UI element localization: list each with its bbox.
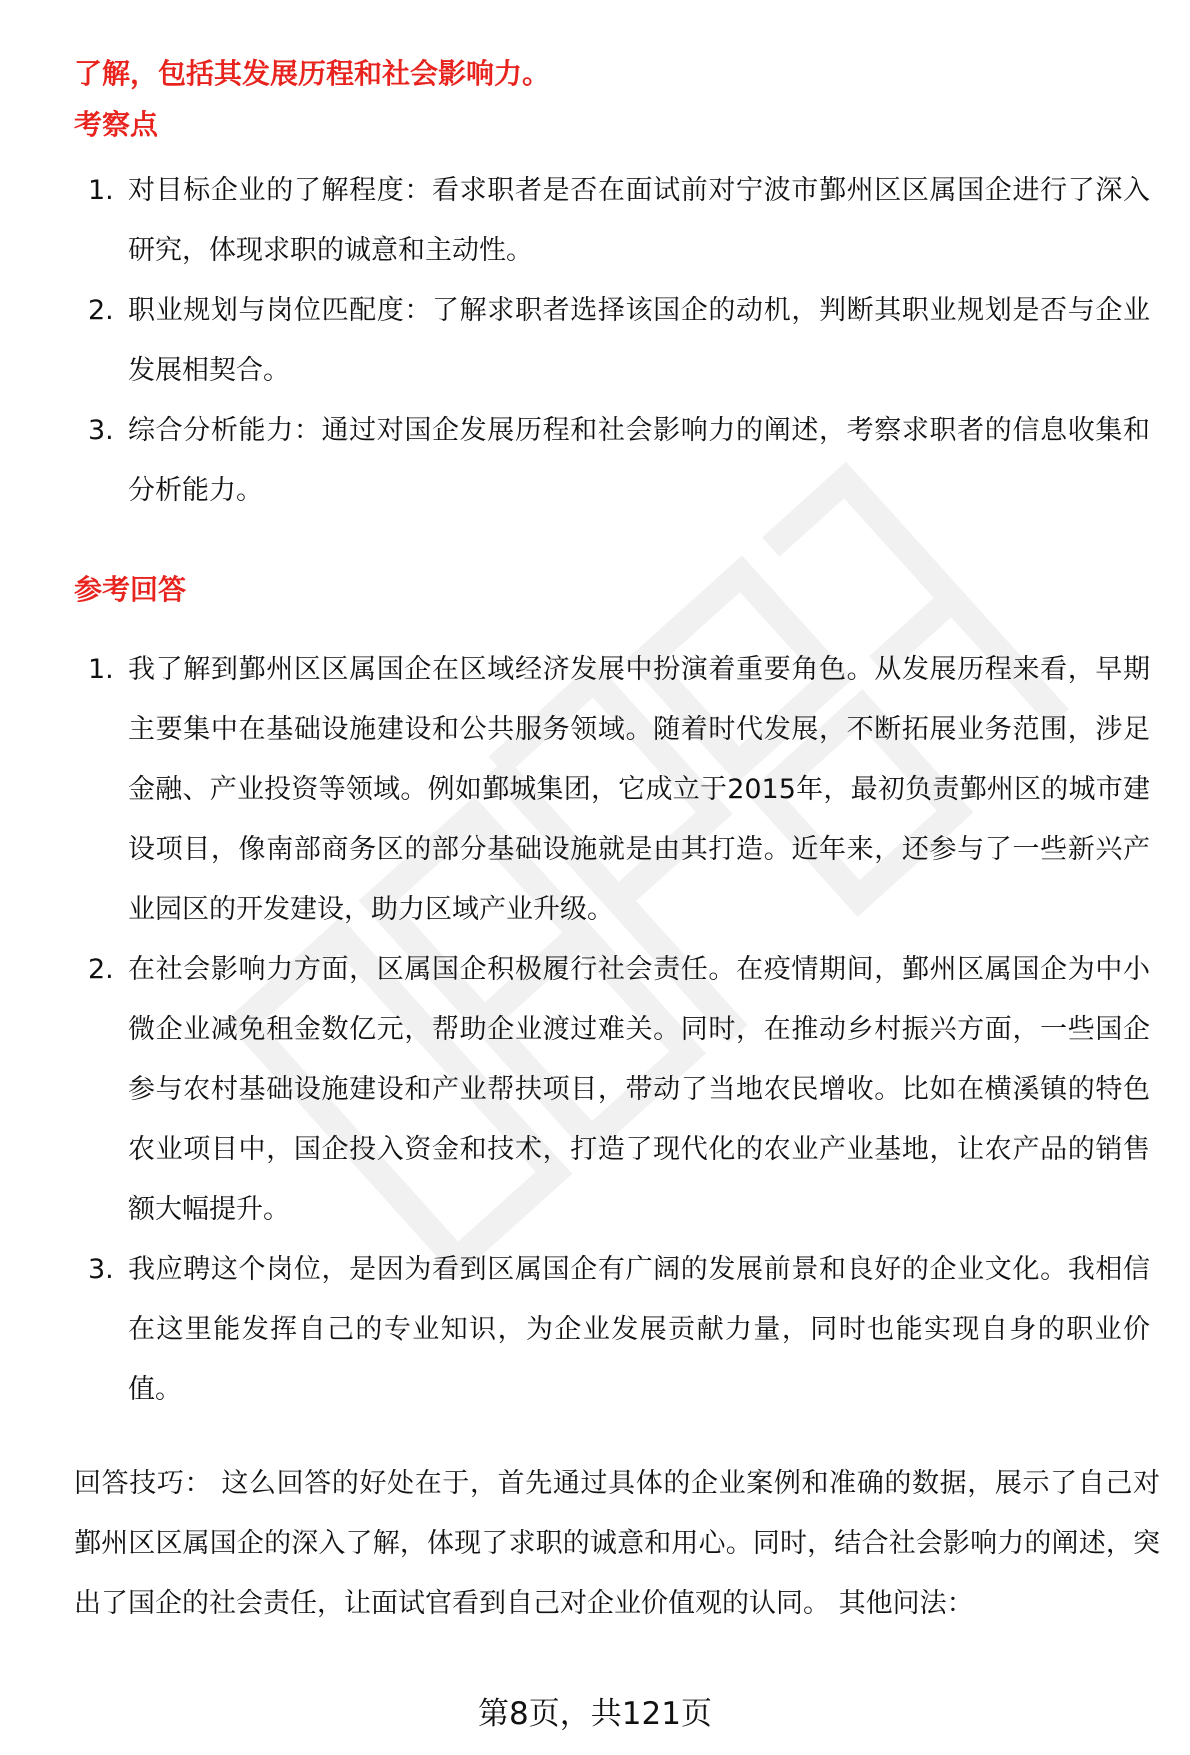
list-number: 1. [88, 175, 114, 206]
list-number: 3. [88, 1254, 114, 1285]
list-item-text: 综合分析能力：通过对国企发展历程和社会影响力的阐述，考察求职者的信息收集和分析能力。 [128, 415, 1150, 506]
list-item [0, 161, 1190, 281]
lead-text: 了解，包括其发展历程和社会影响力。 [74, 57, 551, 90]
list-item-text: 在社会影响力方面，区属国企积极履行社会责任。在疫情期间，鄞州区属国企为中小微企业减免租金数亿元，帮助企业渡过难关。同时，在推动乡村振兴方面，一些国企参与农村基础设施建设和产业帮扶项目，带动了当地农民增收。比如在横溪镇的特色农业项目中，国企投入资金和技术，打造了现代化的农业产业基地，让农产品的销售额大幅提升。 [128, 954, 1150, 1225]
list-item-text: 我了解到鄞州区区属国企在区域经济发展中扮演着重要角色。从发展历程来看，早期主要集中在基础设施建设和公共服务领域。随着时代发展，不断拓展业务范围，涉足金融、产业投资等领域。例如鄞城集团，它成立于2015年，最初负责鄞州区的城市建设项目，像南部商务区的部分基础设施就是由其打造。近年来，还参与了一些新兴产业园区的开发建设，助力区域产业升级。 [128, 654, 1150, 925]
answer-tips-paragraph: 回答技巧： 这么回答的好处在于，首先通过具体的企业案例和准确的数据，展示了自己对鄞州区区属国企的深入了解，体现了求职的诚意和用心。同时，结合社会影响力的阐述，突出了国企的社会责任，让面试官看到自己对企业价值观的认同。 其他问法： [74, 1468, 1160, 1619]
list-item [0, 401, 1190, 521]
list-number: 2. [88, 954, 114, 985]
points-list [0, 161, 1190, 521]
section-heading-points: 考察点 [74, 108, 159, 141]
list-item-text: 职业规划与岗位匹配度：了解求职者选择该国企的动机，判断其职业规划是否与企业发展相契合。 [128, 295, 1150, 386]
page-footer: 第8页，共121页 [478, 1696, 712, 1732]
list-item-text: 对目标企业的了解程度：看求职者是否在面试前对宁波市鄞州区区属国企进行了深入研究，体现求职的诚意和主动性。 [128, 175, 1150, 266]
list-item [0, 1240, 1190, 1420]
answer-list [0, 640, 1190, 1420]
list-item-text: 我应聘这个岗位，是因为看到区属国企有广阔的发展前景和良好的企业文化。我相信在这里能发挥自己的专业知识，为企业发展贡献力量，同时也能实现自身的职业价值。 [128, 1254, 1150, 1405]
list-number: 1. [88, 654, 114, 685]
list-item [0, 640, 1190, 940]
list-number: 3. [88, 415, 114, 446]
list-item [0, 281, 1190, 401]
section-heading-answer: 参考回答 [74, 573, 187, 606]
list-number: 2. [88, 295, 114, 326]
list-item [0, 940, 1190, 1240]
